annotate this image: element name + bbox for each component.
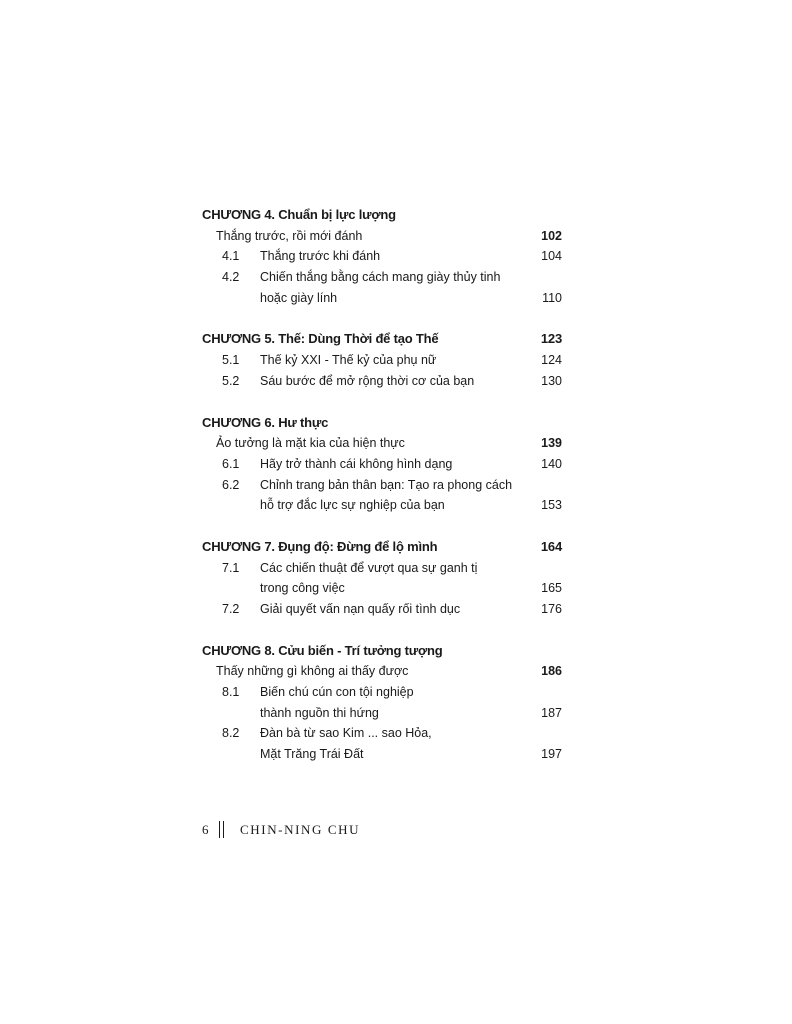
chapter-intro [202, 661, 562, 682]
toc-entry [202, 558, 562, 579]
footer-page-number: 6 [202, 822, 209, 837]
toc-entry-continued [202, 495, 562, 516]
toc-entry [202, 475, 562, 496]
toc-entry [202, 599, 562, 620]
toc-entry [202, 723, 562, 744]
toc-entry [202, 371, 562, 392]
toc-entry-continued [202, 578, 562, 599]
chapter-title: CHƯƠNG 4. Chuẩn bị lực lượng [202, 207, 396, 222]
toc-entry [202, 350, 562, 371]
page-number: 197 [541, 747, 562, 762]
section-title-continued: trong công việc [260, 581, 345, 596]
section-title: Chiến thắng bằng cách mang giày thủy tinh [260, 270, 501, 285]
section-title-continued: hỗ trợ đắc lực sự nghiệp của bạn [260, 498, 445, 513]
section-title: Chỉnh trang bản thân bạn: Tạo ra phong cách [260, 477, 513, 492]
page-number: 124 [541, 353, 562, 368]
toc-entry [202, 454, 562, 475]
section-title: Thế kỷ XXI - Thế kỷ của phụ nữ [260, 353, 437, 368]
toc-entry [202, 246, 562, 267]
table-of-contents [202, 205, 562, 786]
section-number: 7.1 [222, 560, 240, 575]
page-number: 110 [542, 290, 562, 305]
page-number: 123 [540, 331, 562, 347]
section-title-continued: hoặc giày lính [260, 290, 338, 305]
page-number: 165 [541, 581, 562, 596]
chapter-8 [202, 641, 562, 765]
chapter-6 [202, 413, 562, 516]
page-number: 130 [541, 373, 562, 388]
chapter-title: CHƯƠNG 8. Cửu biến - Trí tưởng tượng [202, 642, 443, 658]
page-number: 187 [541, 705, 562, 720]
chapter-5 [202, 329, 562, 391]
toc-entry [202, 267, 562, 288]
section-title-continued: thành nguồn thi hứng [260, 705, 379, 720]
double-bar-divider [219, 821, 224, 838]
intro-text: Thắng trước, rồi mới đánh [216, 228, 363, 243]
chapter-heading [202, 413, 562, 434]
chapter-heading [202, 205, 562, 226]
page-number: 153 [541, 498, 562, 513]
section-number: 7.2 [222, 602, 240, 616]
intro-text: Ảo tưởng là mặt kia của hiện thực [216, 436, 405, 451]
intro-text: Thấy những gì không ai thấy được [216, 664, 409, 679]
page-number: 139 [541, 436, 562, 451]
section-title: Hãy trở thành cái không hình dạng [260, 456, 453, 471]
chapter-heading [202, 329, 562, 350]
section-number: 4.1 [222, 249, 240, 264]
section-number: 5.2 [222, 373, 240, 388]
chapter-7 [202, 537, 562, 620]
toc-entry-continued [202, 288, 562, 309]
page-number: 104 [541, 249, 562, 264]
page-number: 176 [541, 602, 562, 616]
section-number: 6.2 [222, 477, 240, 492]
toc-entry-continued [202, 703, 562, 724]
chapter-intro [202, 226, 562, 247]
page-number: 102 [541, 228, 562, 243]
section-title-continued: Mặt Trăng Trái Đất [260, 747, 364, 762]
section-title: Các chiến thuật để vượt qua sự ganh tị [260, 560, 478, 575]
footer-author: CHIN-NING CHU [240, 822, 361, 837]
section-title: Sáu bước để mở rộng thời cơ của bạn [260, 373, 475, 388]
section-title: Đàn bà từ sao Kim ... sao Hỏa, [260, 726, 432, 741]
section-title: Biến chú cún con tội nghiệp [260, 685, 414, 700]
section-number: 4.2 [222, 270, 240, 285]
section-number: 6.1 [222, 456, 240, 471]
section-number: 8.2 [222, 726, 240, 741]
toc-entry-continued [202, 744, 562, 765]
section-number: 8.1 [222, 685, 240, 700]
chapter-heading [202, 537, 562, 558]
chapter-4 [202, 205, 562, 308]
chapter-heading [202, 641, 562, 662]
toc-entry [202, 682, 562, 703]
chapter-intro [202, 433, 562, 454]
page-number: 164 [540, 538, 562, 554]
chapter-title: CHƯƠNG 5. Thế: Dùng Thời để tạo Thế [202, 331, 439, 347]
page-number: 186 [541, 664, 562, 679]
page-number: 140 [541, 456, 562, 471]
chapter-title: CHƯƠNG 7. Đụng độ: Đừng để lộ mình [202, 538, 438, 554]
section-title: Giải quyết vấn nạn quấy rối tình dục [260, 602, 461, 616]
section-number: 5.1 [222, 353, 240, 368]
section-title: Thắng trước khi đánh [260, 249, 381, 264]
chapter-title: CHƯƠNG 6. Hư thực [202, 414, 329, 430]
